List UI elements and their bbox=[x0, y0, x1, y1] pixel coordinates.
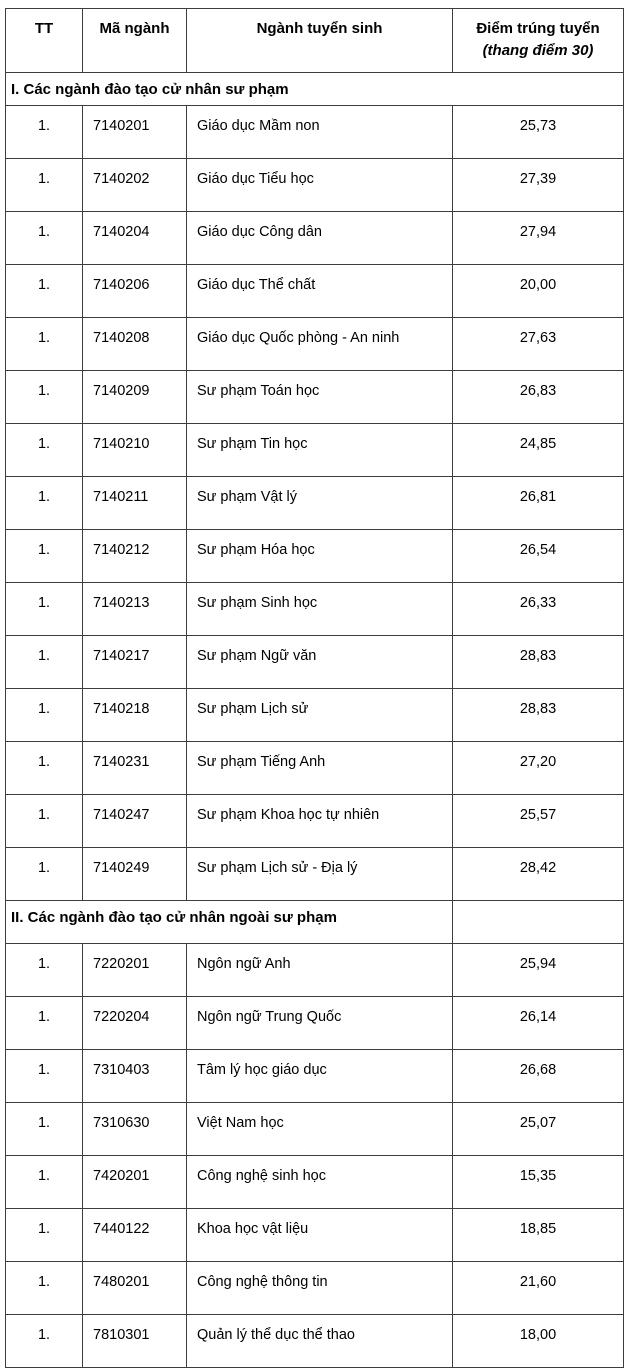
cell-major-name: Giáo dục Mầm non bbox=[187, 106, 453, 159]
cell-major-name: Sư phạm Khoa học tự nhiên bbox=[187, 795, 453, 848]
cell-tt: 1. bbox=[6, 212, 83, 265]
cell-major-name: Sư phạm Lịch sử - Địa lý bbox=[187, 848, 453, 901]
cell-major-name: Công nghệ sinh học bbox=[187, 1156, 453, 1209]
cell-major-code: 7310403 bbox=[83, 1050, 187, 1103]
cell-tt: 1. bbox=[6, 1050, 83, 1103]
cell-major-name: Giáo dục Công dân bbox=[187, 212, 453, 265]
cell-tt: 1. bbox=[6, 1262, 83, 1315]
cell-major-name: Công nghệ thông tin bbox=[187, 1262, 453, 1315]
cell-score: 27,63 bbox=[453, 318, 624, 371]
cell-major-name: Khoa học vật liệu bbox=[187, 1209, 453, 1262]
cell-major-code: 7140213 bbox=[83, 583, 187, 636]
table-row bbox=[6, 1209, 624, 1262]
cell-score: 25,73 bbox=[453, 106, 624, 159]
cell-major-code: 7220204 bbox=[83, 997, 187, 1050]
cell-score: 18,85 bbox=[453, 1209, 624, 1262]
table-header bbox=[6, 9, 624, 73]
col-header-score-title: Điểm trúng tuyển bbox=[476, 20, 600, 37]
cell-major-code: 7440122 bbox=[83, 1209, 187, 1262]
cell-major-code: 7140217 bbox=[83, 636, 187, 689]
cell-major-code: 7140211 bbox=[83, 477, 187, 530]
table-row bbox=[6, 1103, 624, 1156]
table-row bbox=[6, 944, 624, 997]
cell-tt: 1. bbox=[6, 1209, 83, 1262]
cell-tt: 1. bbox=[6, 318, 83, 371]
table-row bbox=[6, 530, 624, 583]
cell-tt: 1. bbox=[6, 848, 83, 901]
cell-tt: 1. bbox=[6, 1156, 83, 1209]
table-row bbox=[6, 159, 624, 212]
cell-major-name: Giáo dục Quốc phòng - An ninh bbox=[187, 318, 453, 371]
table-row bbox=[6, 742, 624, 795]
cell-tt: 1. bbox=[6, 106, 83, 159]
cell-score: 18,00 bbox=[453, 1315, 624, 1368]
cell-tt: 1. bbox=[6, 636, 83, 689]
cell-major-code: 7420201 bbox=[83, 1156, 187, 1209]
cell-major-code: 7140202 bbox=[83, 159, 187, 212]
col-header-tt: TT bbox=[6, 9, 83, 73]
cell-tt: 1. bbox=[6, 530, 83, 583]
table-header-row bbox=[6, 9, 624, 73]
cell-score: 28,83 bbox=[453, 636, 624, 689]
cell-major-name: Sư phạm Ngữ văn bbox=[187, 636, 453, 689]
cell-score: 20,00 bbox=[453, 265, 624, 318]
cell-score: 26,83 bbox=[453, 371, 624, 424]
table-row bbox=[6, 1262, 624, 1315]
table-body bbox=[6, 73, 624, 1368]
cell-tt: 1. bbox=[6, 1103, 83, 1156]
cell-tt: 1. bbox=[6, 689, 83, 742]
table-row bbox=[6, 1315, 624, 1368]
admission-score-table bbox=[5, 8, 624, 1368]
col-header-score-scale: (thang điểm 30) bbox=[482, 41, 594, 59]
cell-major-name: Ngôn ngữ Trung Quốc bbox=[187, 997, 453, 1050]
cell-score: 25,57 bbox=[453, 795, 624, 848]
cell-major-code: 7140247 bbox=[83, 795, 187, 848]
table-row bbox=[6, 424, 624, 477]
cell-tt: 1. bbox=[6, 944, 83, 997]
cell-major-code: 7140212 bbox=[83, 530, 187, 583]
cell-score: 27,94 bbox=[453, 212, 624, 265]
cell-major-name: Sư phạm Hóa học bbox=[187, 530, 453, 583]
section-title: II. Các ngành đào tạo cử nhân ngoài sư phạm bbox=[6, 901, 453, 944]
cell-score: 15,35 bbox=[453, 1156, 624, 1209]
cell-tt: 1. bbox=[6, 424, 83, 477]
cell-score: 26,81 bbox=[453, 477, 624, 530]
cell-score: 26,33 bbox=[453, 583, 624, 636]
col-header-score bbox=[453, 9, 624, 73]
cell-major-code: 7310630 bbox=[83, 1103, 187, 1156]
cell-major-name: Việt Nam học bbox=[187, 1103, 453, 1156]
cell-major-name: Giáo dục Thể chất bbox=[187, 265, 453, 318]
table-row bbox=[6, 1156, 624, 1209]
cell-score: 26,68 bbox=[453, 1050, 624, 1103]
cell-major-name: Sư phạm Tin học bbox=[187, 424, 453, 477]
cell-score: 27,20 bbox=[453, 742, 624, 795]
cell-tt: 1. bbox=[6, 1315, 83, 1368]
table-row bbox=[6, 106, 624, 159]
cell-major-code: 7810301 bbox=[83, 1315, 187, 1368]
cell-major-name: Sư phạm Lịch sử bbox=[187, 689, 453, 742]
cell-score: 26,54 bbox=[453, 530, 624, 583]
table-row bbox=[6, 848, 624, 901]
cell-major-name: Sư phạm Tiếng Anh bbox=[187, 742, 453, 795]
cell-major-code: 7480201 bbox=[83, 1262, 187, 1315]
cell-major-code: 7140231 bbox=[83, 742, 187, 795]
cell-score: 21,60 bbox=[453, 1262, 624, 1315]
cell-major-code: 7140249 bbox=[83, 848, 187, 901]
table-row bbox=[6, 689, 624, 742]
cell-major-name: Sư phạm Vật lý bbox=[187, 477, 453, 530]
section-title: I. Các ngành đào tạo cử nhân sư phạm bbox=[6, 73, 624, 106]
table-row bbox=[6, 265, 624, 318]
cell-tt: 1. bbox=[6, 477, 83, 530]
cell-tt: 1. bbox=[6, 795, 83, 848]
table-row bbox=[6, 636, 624, 689]
cell-tt: 1. bbox=[6, 371, 83, 424]
cell-major-code: 7140208 bbox=[83, 318, 187, 371]
cell-major-name: Sư phạm Toán học bbox=[187, 371, 453, 424]
cell-major-code: 7140209 bbox=[83, 371, 187, 424]
cell-score: 28,83 bbox=[453, 689, 624, 742]
cell-tt: 1. bbox=[6, 159, 83, 212]
cell-major-code: 7140218 bbox=[83, 689, 187, 742]
cell-major-code: 7140201 bbox=[83, 106, 187, 159]
cell-tt: 1. bbox=[6, 583, 83, 636]
cell-tt: 1. bbox=[6, 265, 83, 318]
cell-major-code: 7140210 bbox=[83, 424, 187, 477]
table-row bbox=[6, 212, 624, 265]
cell-tt: 1. bbox=[6, 742, 83, 795]
cell-score: 25,94 bbox=[453, 944, 624, 997]
table-row bbox=[6, 583, 624, 636]
col-header-major-name: Ngành tuyển sinh bbox=[187, 9, 453, 73]
table-row bbox=[6, 1050, 624, 1103]
cell-major-code: 7140206 bbox=[83, 265, 187, 318]
cell-major-name: Sư phạm Sinh học bbox=[187, 583, 453, 636]
cell-major-code: 7140204 bbox=[83, 212, 187, 265]
cell-score: 28,42 bbox=[453, 848, 624, 901]
table-row bbox=[6, 795, 624, 848]
cell-major-name: Tâm lý học giáo dục bbox=[187, 1050, 453, 1103]
table-row bbox=[6, 371, 624, 424]
table-row bbox=[6, 318, 624, 371]
cell-score: 24,85 bbox=[453, 424, 624, 477]
cell-score: 27,39 bbox=[453, 159, 624, 212]
cell-major-name: Ngôn ngữ Anh bbox=[187, 944, 453, 997]
cell-tt: 1. bbox=[6, 997, 83, 1050]
cell-score: 26,14 bbox=[453, 997, 624, 1050]
cell-score: 25,07 bbox=[453, 1103, 624, 1156]
table-row bbox=[6, 477, 624, 530]
section-empty-score-cell bbox=[453, 901, 624, 944]
col-header-major-code: Mã ngành bbox=[83, 9, 187, 73]
table-row bbox=[6, 997, 624, 1050]
cell-major-name: Quản lý thể dục thể thao bbox=[187, 1315, 453, 1368]
cell-major-name: Giáo dục Tiểu học bbox=[187, 159, 453, 212]
section-header-row bbox=[6, 73, 624, 106]
cell-major-code: 7220201 bbox=[83, 944, 187, 997]
section-header-row bbox=[6, 901, 624, 944]
